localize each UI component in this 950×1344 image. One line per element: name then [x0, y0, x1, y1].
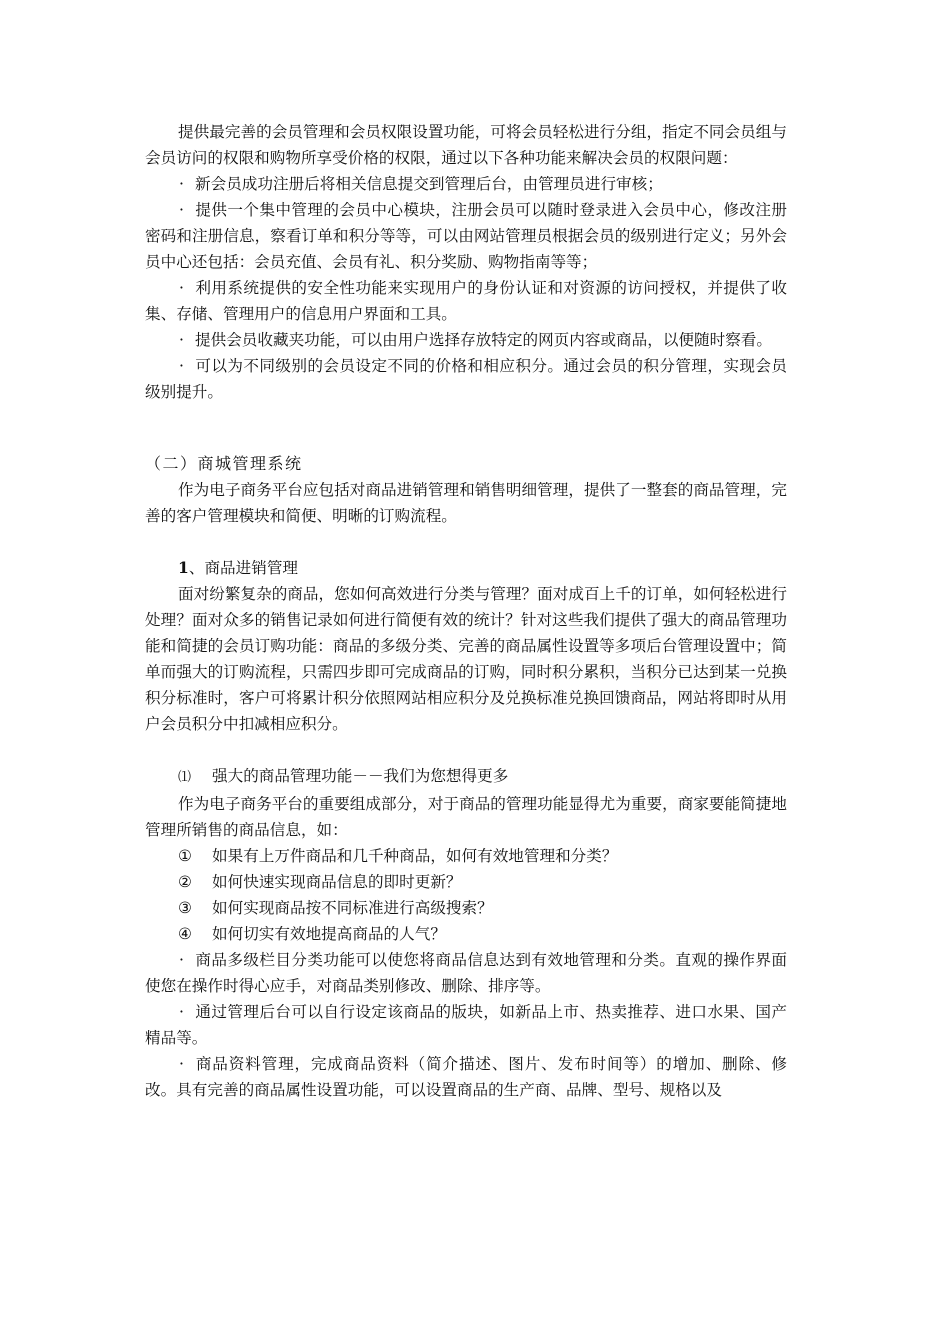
- bullet-dot-icon: ·: [179, 201, 184, 219]
- member-bullet-4: · 提供会员收藏夹功能，可以由用户选择存放特定的网页内容或商品，以便随时察看。: [145, 327, 787, 353]
- paragraph-spacer: [145, 529, 787, 555]
- paragraph-spacer: [145, 737, 787, 763]
- member-management-intro: 提供最完善的会员管理和会员权限设置功能，可将会员轻松进行分组，指定不同会员组与会员访问的权限和购物所享受价格的权限，通过以下各种功能来解决会员的权限问题：: [145, 123, 787, 167]
- member-bullet-5: · 可以为不同级别的会员设定不同的价格和相应积分。通过会员的积分管理，实现会员级别提升。: [145, 353, 787, 405]
- bullet-dot-icon: ·: [179, 279, 184, 297]
- member-bullet-1: · 新会员成功注册后将相关信息提交到管理后台，由管理员进行审核；: [145, 171, 787, 197]
- document-page: [145, 119, 787, 1103]
- member-bullet-3: · 利用系统提供的安全性功能来实现用户的身份认证和对资源的访问授权，并提供了收集、存储、管理用户的信息用户界面和工具。: [145, 275, 787, 327]
- bullet-dot-icon: ·: [179, 357, 184, 375]
- bullet-dot-icon: ·: [179, 1055, 184, 1073]
- goods-bullet-1: · 商品多级栏目分类功能可以使您将商品信息达到有效地管理和分类。直观的操作界面使您在操作时得心应手，对商品类别修改、删除、排序等。: [145, 947, 787, 999]
- goods-bullet-3: · 商品资料管理，完成商品资料（简介描述、图片、发布时间等）的增加、删除、修改。具有完善的商品属性设置功能，可以设置商品的生产商、品牌、型号、规格以及: [145, 1051, 787, 1103]
- mall-management-intro: 作为电子商务平台应包括对商品进销管理和销售明细管理，提供了一整套的商品管理，完善的客户管理模块和简便、明晰的订购流程。: [145, 481, 787, 525]
- goods-features-body: 作为电子商务平台的重要组成部分，对于商品的管理功能显得尤为重要，商家要能简捷地管理所销售的商品信息，如：: [145, 795, 787, 839]
- member-bullet-2: · 提供一个集中管理的会员中心模块，注册会员可以随时登录进入会员中心，修改注册密码和注册信息，察看订单和积分等等，可以由网站管理员根据会员的级别进行定义；另外会员中心还包括：会员充值、会员有礼、积分奖励、购物指南等等；: [145, 197, 787, 275]
- subsection-title-goods-management: 1、商品进销管理: [178, 558, 299, 577]
- goods-bullet-2: · 通过管理后台可以自行设定该商品的版块，如新品上市、热卖推荐、进口水果、国产精品等。: [145, 999, 787, 1051]
- item-title-goods-features: ⑴ 强大的商品管理功能－－我们为您想得更多: [178, 767, 509, 785]
- bullet-dot-icon: ·: [179, 175, 184, 193]
- bullet-dot-icon: ·: [179, 331, 184, 349]
- section-title-mall-management: （二）商城管理系统: [145, 454, 303, 473]
- bullet-dot-icon: ·: [179, 951, 184, 969]
- question-item-3: ③ 如何实现商品按不同标准进行高级搜索？: [178, 899, 493, 917]
- question-item-1: ① 如果有上万件商品和几千种商品，如何有效地管理和分类？: [178, 847, 618, 865]
- bullet-dot-icon: ·: [179, 1003, 184, 1021]
- question-item-2: ② 如何快速实现商品信息的即时更新？: [178, 873, 462, 891]
- goods-management-body: 面对纷繁复杂的商品，您如何高效进行分类与管理？面对成百上千的订单，如何轻松进行处理？面对众多的销售记录如何进行简便有效的统计？针对这些我们提供了强大的商品管理功能和简捷的会员订购功能：商品的多级分类、完善的商品属性设置等多项后台管理设置中；简单而强大的订购流程，只需四步即可完成商品的订购，同时积分累积，当积分已达到某一兑换积分标准时，客户可将累计积分依照网站相应积分及兑换标准兑换回馈商品，网站将即时从用户会员积分中扣减相应积分。: [145, 585, 787, 733]
- section-spacer: [145, 405, 787, 451]
- question-item-4: ④ 如何切实有效地提高商品的人气？: [178, 925, 446, 943]
